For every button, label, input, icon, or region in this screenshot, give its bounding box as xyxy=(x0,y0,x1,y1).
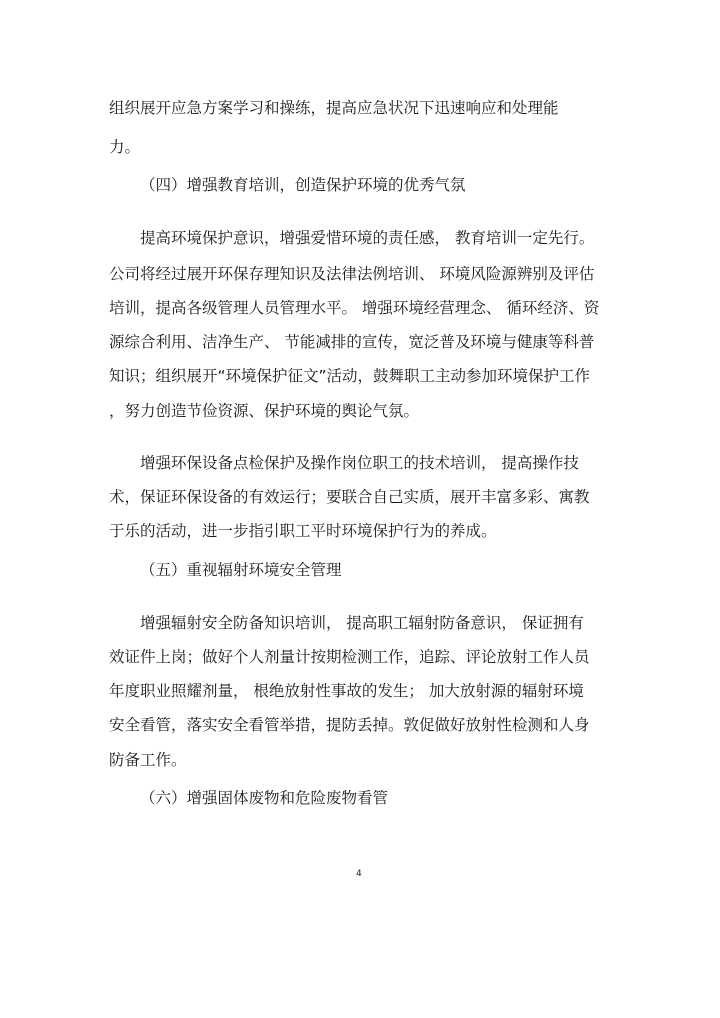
body-text-line: 源综合利用、洁净生产、 节能减排的宣传，宽泛普及环境与健康等科普 xyxy=(109,333,595,351)
body-text-line: 术，保证环保设备的有效运行；要联合自己实质，展开丰富多彩、寓教 xyxy=(109,488,590,506)
body-text-line: 于乐的活动，进一步指引职工平时环境保护行为的养成。 xyxy=(109,522,497,540)
body-text-line: 增强辐射安全防备知识培训， 提高职工辐射防备意识， 保证拥有 xyxy=(140,614,584,632)
body-text-line: 培训，提高各级管理人员管理水平。 增强环境经营理念、 循环经济、资 xyxy=(109,299,600,317)
body-text-line: 年度职业照耀剂量， 根绝放射性事故的发生； 加大放射源的辐射环境 xyxy=(109,682,584,700)
section-heading: （六）增强固体废物和危险废物看管 xyxy=(140,789,389,807)
page-number: 4 xyxy=(356,869,362,879)
body-text-line: 公司将经过展开环保存理知识及法律法例培训、 环境风险源辨别及评估 xyxy=(109,265,595,283)
body-text-line: 效证件上岗；做好个人剂量计按期检测工作，追踪、评论放射工作人员 xyxy=(109,648,590,666)
body-text-line: 安全看管，落实安全看管举措，提防丢掉。敦促做好放射性检测和人身 xyxy=(109,716,590,734)
body-text-line: 知识；组织展开“环境保护征文”活动，鼓舞职工主动参加环境保护工作 xyxy=(109,367,591,385)
body-text-line: 组织展开应急方案学习和操练，提高应急状况下迅速响应和处理能 xyxy=(109,99,559,117)
body-text-line: 增强环保设备点检保护及操作岗位职工的技术培训， 提高操作技 xyxy=(140,454,579,472)
body-text-line: 提高环境保护意识，增强爱惜环境的责任感， 教育培训一定先行。 xyxy=(140,229,595,247)
body-text-line: 力。 xyxy=(109,138,141,156)
body-text-line: 防备工作。 xyxy=(109,751,187,769)
section-heading: （五）重视辐射环境安全管理 xyxy=(140,561,342,579)
section-heading: （四）增强教育培训，创造保护环境的优秀气氛 xyxy=(140,176,466,194)
body-text-line: ，努力创造节俭资源、保护环境的舆论气氛。 xyxy=(109,402,420,420)
